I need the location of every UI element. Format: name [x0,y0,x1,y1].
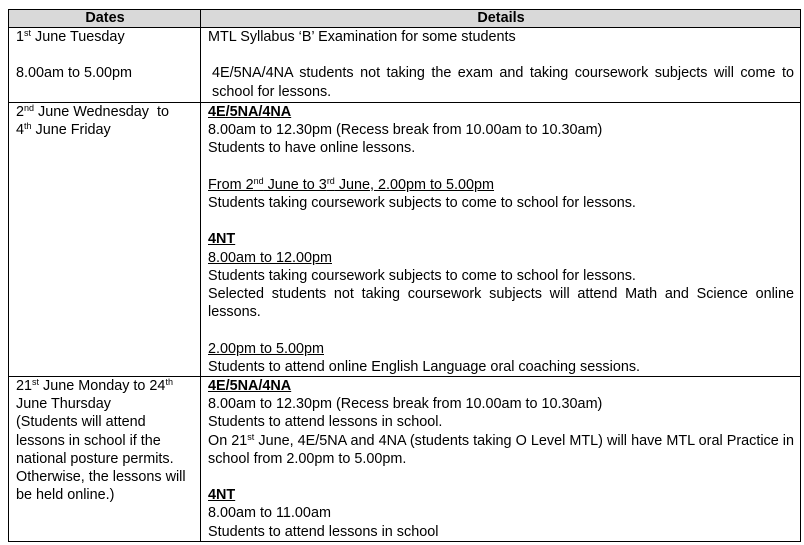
detail-line: On 21st June, 4E/5NA and 4NA (students taking O Level MTL) will have MTL oral Practice in school from 2.00pm to 5.00pm. [208,431,794,467]
details-cell [201,28,801,103]
date-cell [9,28,201,103]
date-text: 2nd June Wednesday to [16,103,169,120]
detail-line: Students to attend lessons in school. [208,414,443,431]
group-heading: 4NT [208,487,236,504]
table-row [9,28,801,103]
date-cell [9,377,201,542]
schedule-table [8,9,801,542]
table-row [9,103,801,377]
sub-heading: 8.00am to 12.00pm [208,249,332,266]
date-note: (Students will attend lessons in school if the national posture permits. Otherwise, the lessons will be held online.) [16,414,186,504]
date-text: 1st June Tuesday [16,28,125,45]
detail-line: Students to attend online English Language oral coaching sessions. [208,358,641,375]
dates-header: Dates [9,10,201,28]
details-cell [201,377,801,542]
detail-line: MTL Syllabus ‘B’ Examination for some students [208,29,516,45]
date-text: 21st June Monday to 24th June Thursday [16,377,173,413]
detail-line: 4E/5NA/4NA students not taking the exam and taking coursework subjects will come to school for lessons. [212,65,794,100]
detail-line: 8.00am to 11.00am [208,505,331,522]
detail-line: Students to have online lessons. [208,140,416,157]
detail-line: Selected students not taking coursework subjects will attend Math and Science online lessons. [208,286,794,321]
table-row [9,377,801,542]
date-cell [9,103,201,377]
details-header: Details [201,10,801,28]
detail-line: 8.00am to 12.30pm (Recess break from 10.00am to 10.30am) [208,396,603,413]
header-row [9,10,801,28]
date-text: 4th June Friday [16,121,111,139]
detail-line: Students taking coursework subjects to come to school for lessons. [208,267,636,284]
group-heading: 4E/5NA/4NA [208,104,292,120]
sub-heading: From 2nd June to 3rd June, 2.00pm to 5.00pm [208,175,495,193]
detail-line: Students to attend lessons in school [208,523,439,540]
detail-line: Students taking coursework subjects to come to school for lessons. [208,195,636,211]
details-cell [201,103,801,377]
group-heading: 4E/5NA/4NA [208,378,292,394]
group-heading: 4NT [208,231,236,248]
detail-line: 8.00am to 12.30pm (Recess break from 10.00am to 10.30am) [208,122,603,139]
time-text: 8.00am to 5.00pm [16,65,132,82]
sub-heading: 2.00pm to 5.00pm [208,340,324,357]
